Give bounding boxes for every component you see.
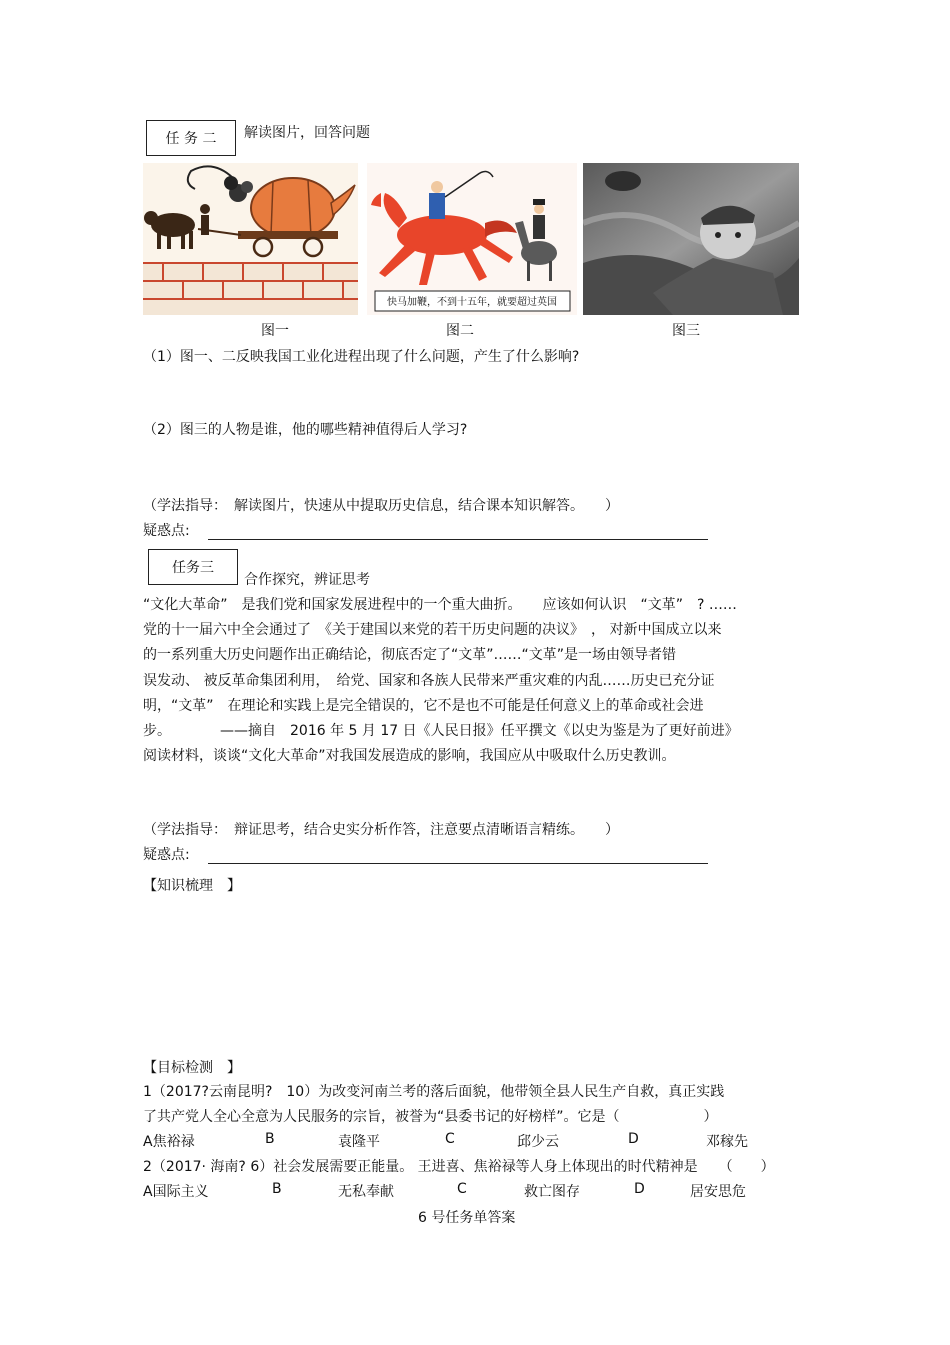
- figure-1-image: [143, 163, 358, 315]
- target-q1-line-2: 了共产党人全心全意为人民服务的宗旨，被誉为“县委书记的好榜样”。它是（ ）: [143, 1109, 718, 1125]
- q1-option-d-letter[interactable]: D: [628, 1131, 639, 1147]
- task3-label: 任务三: [172, 560, 214, 576]
- task3-passage-line: 阅读材料，谈谈“文化大革命”对我国发展造成的影响，我国应从中吸取什么历史教训。: [143, 748, 676, 764]
- figure-3-image: [583, 163, 799, 315]
- target-q2-line-1: 2（2017· 海南? 6）社会发展需要正能量。 王进喜、焦裕禄等人身上体现出的时代精神是 （ ）: [143, 1159, 775, 1175]
- poster-text: 快马加鞭，不到十五年，就要超过英国: [387, 297, 557, 308]
- q1-option-c-text[interactable]: 邱少云: [517, 1134, 559, 1150]
- q2-option-c-letter[interactable]: C: [457, 1181, 467, 1197]
- q2-option-d-text[interactable]: 居安思危: [690, 1184, 746, 1200]
- task3-label-box: [148, 549, 238, 585]
- task3-passage-line: “文化大革命” 是我们党和国家发展进程中的一个重大曲折。 应该如何认识 “文革” ? ……: [143, 597, 737, 613]
- task3-passage-line: 的一系列重大历史问题作出正确结论，彻底否定了“文革”……“文革”是一场由领导者错: [143, 647, 677, 663]
- q1-option-c-letter[interactable]: C: [445, 1131, 455, 1147]
- q2-option-b-letter[interactable]: B: [272, 1181, 282, 1197]
- answer-sheet-title: 6 号任务单答案: [418, 1210, 516, 1226]
- task3-doubt-label: 疑惑点:: [143, 847, 190, 863]
- q1-option-b-letter[interactable]: B: [265, 1131, 275, 1147]
- task3-passage-line: 明，“文革” 在理论和实践上是完全错误的，它不是也不可能是任何意义上的革命或社会进: [143, 698, 704, 714]
- task3-instruction: 合作探究，辨证思考: [244, 572, 370, 588]
- figure-2-image: [367, 163, 577, 315]
- q1-option-a[interactable]: A焦裕禄: [143, 1134, 195, 1150]
- target-title: 【目标检测 】: [143, 1060, 241, 1076]
- caption-figure-1: 图一: [261, 323, 289, 339]
- task3-doubt-row: [143, 844, 708, 864]
- caption-figure-3: 图三: [672, 323, 700, 339]
- task2-question-1: （1）图一、二反映我国工业化进程出现了什么问题，产生了什么影响?: [143, 349, 580, 365]
- task3-passage-line: 步。 ——摘自 2016 年 5 月 17 日《人民日报》任平撰文《以史为鉴是为了更好前进》: [143, 723, 739, 739]
- task3-doubt-blank[interactable]: [208, 847, 708, 864]
- task2-label-box: [146, 120, 236, 156]
- task2-doubt-blank[interactable]: [208, 523, 708, 540]
- task3-passage-line: 党的十一届六中全会通过了 《关于建国以来党的若干历史问题的决议》 ， 对新中国成立以来: [143, 622, 722, 638]
- task2-question-2: （2）图三的人物是谁，他的哪些精神值得后人学习?: [143, 422, 468, 438]
- q2-option-d-letter[interactable]: D: [634, 1181, 645, 1197]
- q1-option-b-text[interactable]: 袁隆平: [338, 1134, 380, 1150]
- q2-option-b-text[interactable]: 无私奉献: [338, 1184, 394, 1200]
- task2-label: 任 务 二: [165, 131, 217, 147]
- task2-study-guide: （学法指导： 解读图片，快速从中提取历史信息，结合课本知识解答。 ）: [143, 498, 619, 514]
- q1-option-d-text[interactable]: 邓稼先: [706, 1134, 748, 1150]
- target-q1-line-1: 1（2017?云南昆明? 10）为改变河南兰考的落后面貌，他带领全县人民生产自救，真正实践: [143, 1084, 725, 1100]
- caption-figure-2: 图二: [446, 323, 474, 339]
- q2-option-c-text[interactable]: 救亡图存: [524, 1184, 580, 1200]
- task2-doubt-row: [143, 520, 708, 540]
- task2-doubt-label: 疑惑点:: [143, 523, 190, 539]
- knowledge-title: 【知识梳理 】: [143, 878, 241, 894]
- task2-instruction: 解读图片，回答问题: [244, 125, 370, 141]
- task3-study-guide: （学法指导： 辩证思考，结合史实分析作答，注意要点清晰语言精练。 ）: [143, 822, 619, 838]
- task3-passage-line: 误发动、 被反革命集团利用， 给党、国家和各族人民带来严重灾难的内乱……历史已充分证: [143, 673, 715, 689]
- q2-option-a[interactable]: A国际主义: [143, 1184, 209, 1200]
